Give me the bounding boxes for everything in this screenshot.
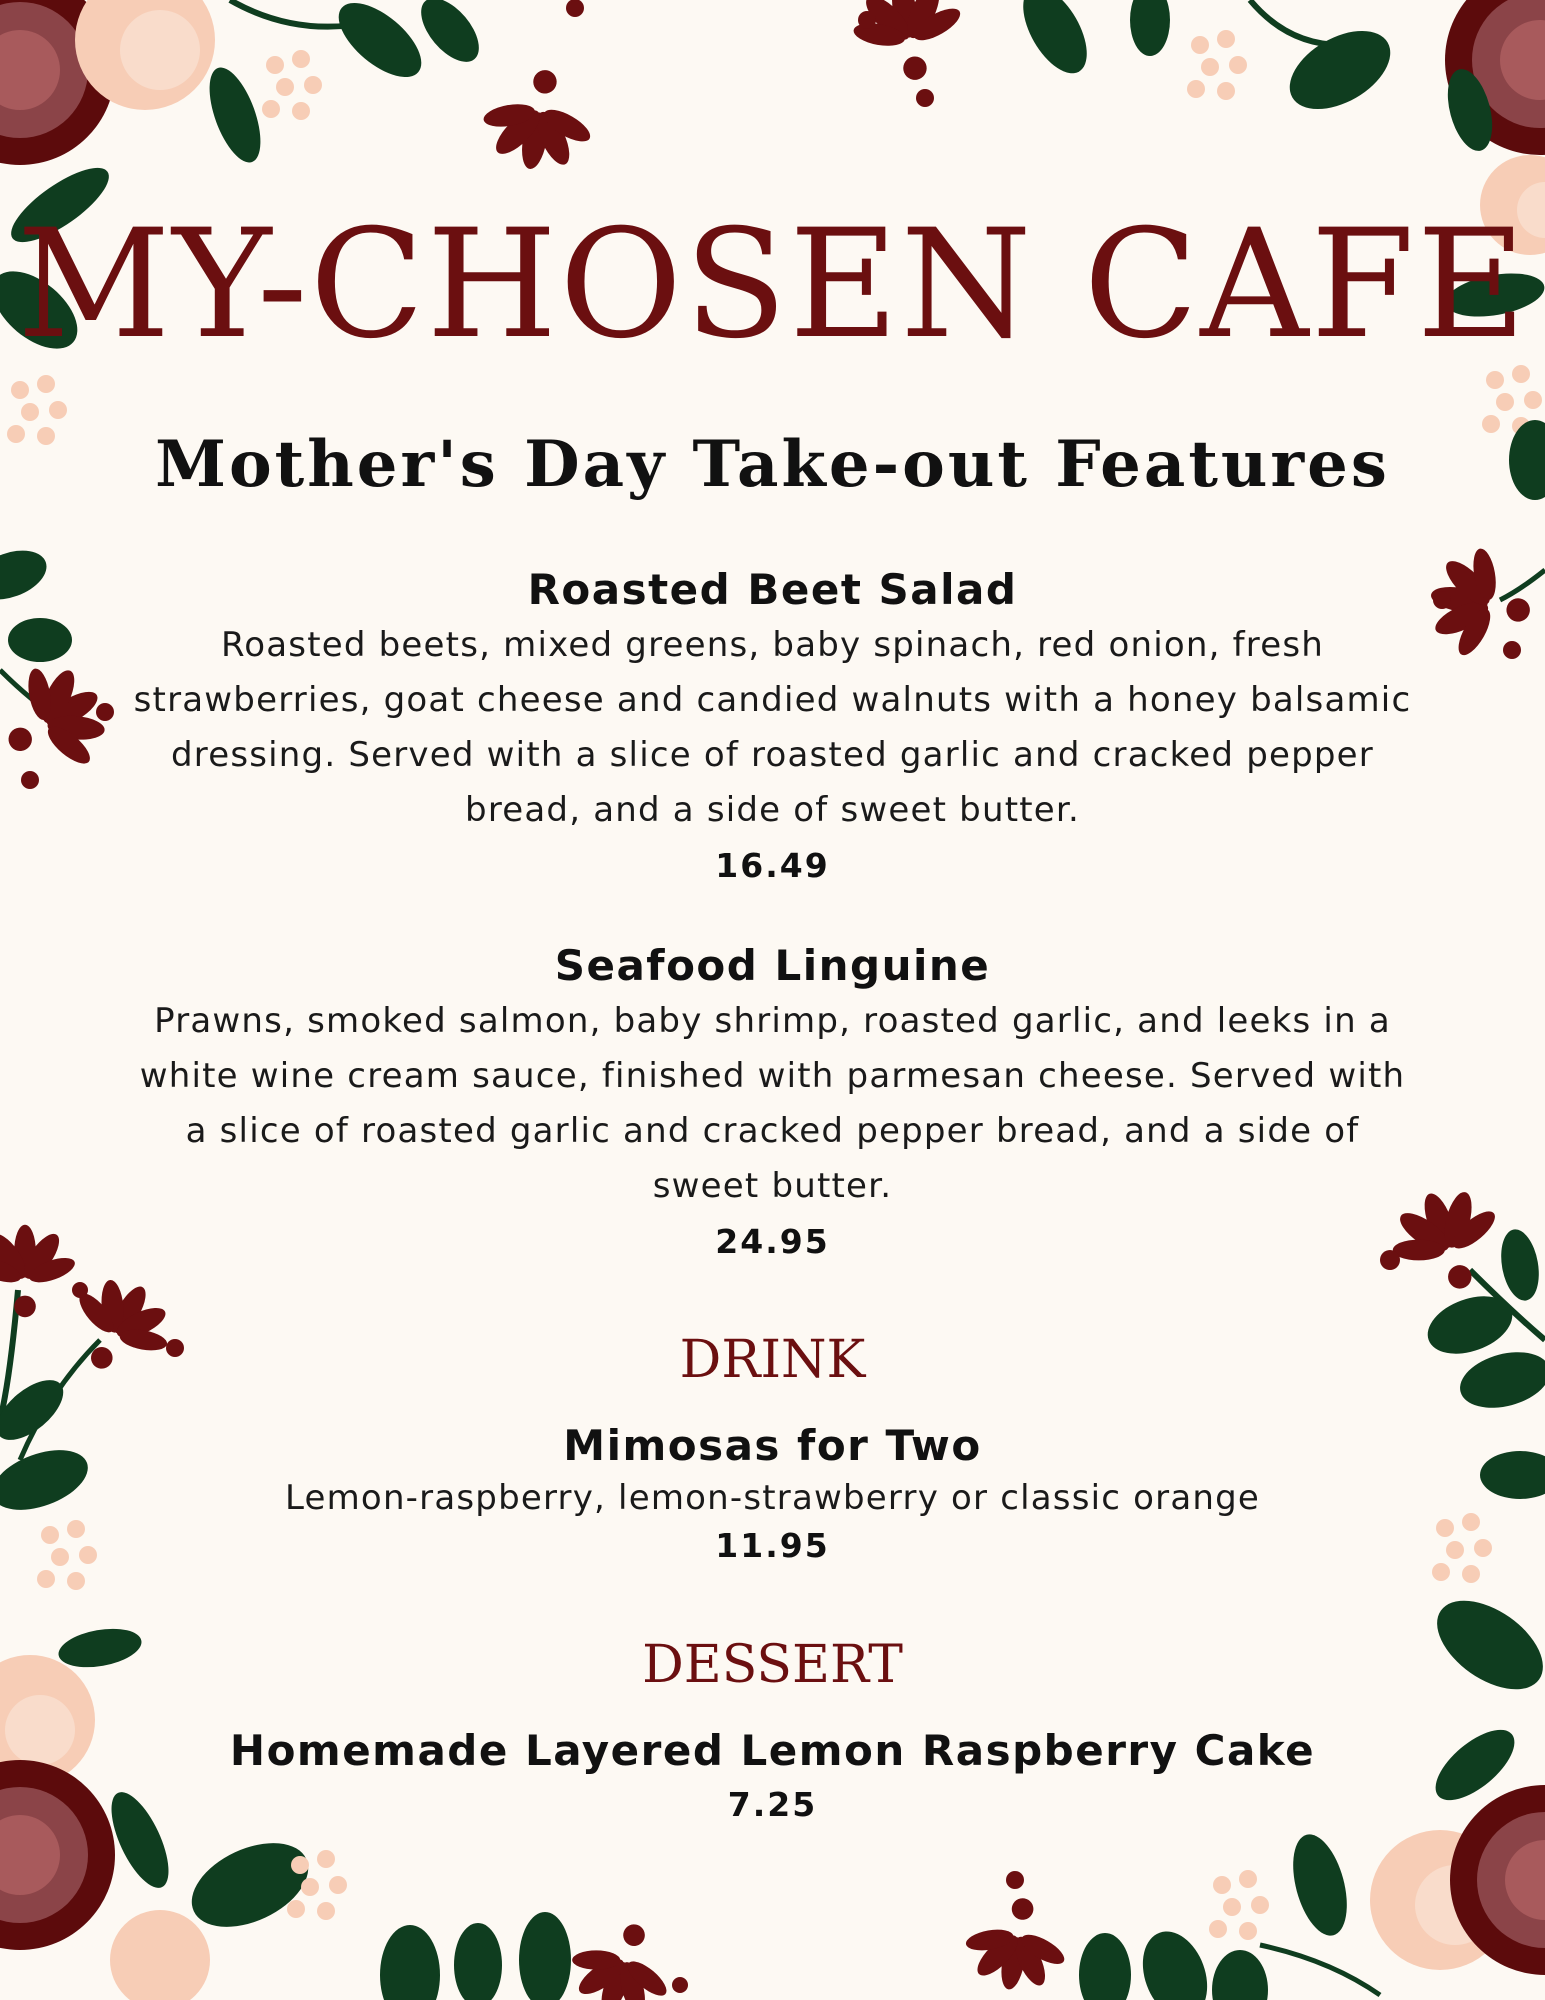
item-description: Roasted beets, mixed greens, baby spinach, red onion, fresh strawberries, goat cheese and candied walnuts with a honey balsamic dressing. Served with a slice of roasted garlic and cracked pepper bread, and a side of sweet butter. <box>133 625 1412 830</box>
item-name: Seafood Linguine <box>554 941 991 990</box>
section-heading-dessert: DESSERT <box>642 1635 903 1695</box>
item-name: Mimosas for Two <box>563 1421 982 1470</box>
menu-item-seafood-linguine <box>130 938 1415 1270</box>
item-price: 11.95 <box>715 1526 830 1565</box>
menu-subtitle: Mother's Day Take-out Features <box>155 427 1390 502</box>
item-price: 16.49 <box>715 846 830 885</box>
item-description: Lemon-raspberry, lemon-strawberry or classic orange <box>284 1478 1261 1518</box>
item-price: 7.25 <box>727 1785 818 1824</box>
item-description: Prawns, smoked salmon, baby shrimp, roasted garlic, and leeks in a white wine cream sauce, finished with parmesan cheese. Served with a slice of roasted garlic and cracked pepper bread, and a side of sweet butter. <box>139 1001 1406 1206</box>
menu-item-lemon-raspberry-cake <box>130 1723 1415 1831</box>
menu-item-mimosas <box>130 1418 1415 1570</box>
menu-item-roasted-beet-salad <box>130 562 1415 894</box>
item-name: Homemade Layered Lemon Raspberry Cake <box>229 1726 1316 1775</box>
item-name: Roasted Beet Salad <box>527 565 1018 614</box>
item-price: 24.95 <box>715 1222 830 1261</box>
cafe-name-title: MY-CHOSEN CAFE <box>16 198 1529 372</box>
section-heading-drink: DRINK <box>679 1330 866 1390</box>
